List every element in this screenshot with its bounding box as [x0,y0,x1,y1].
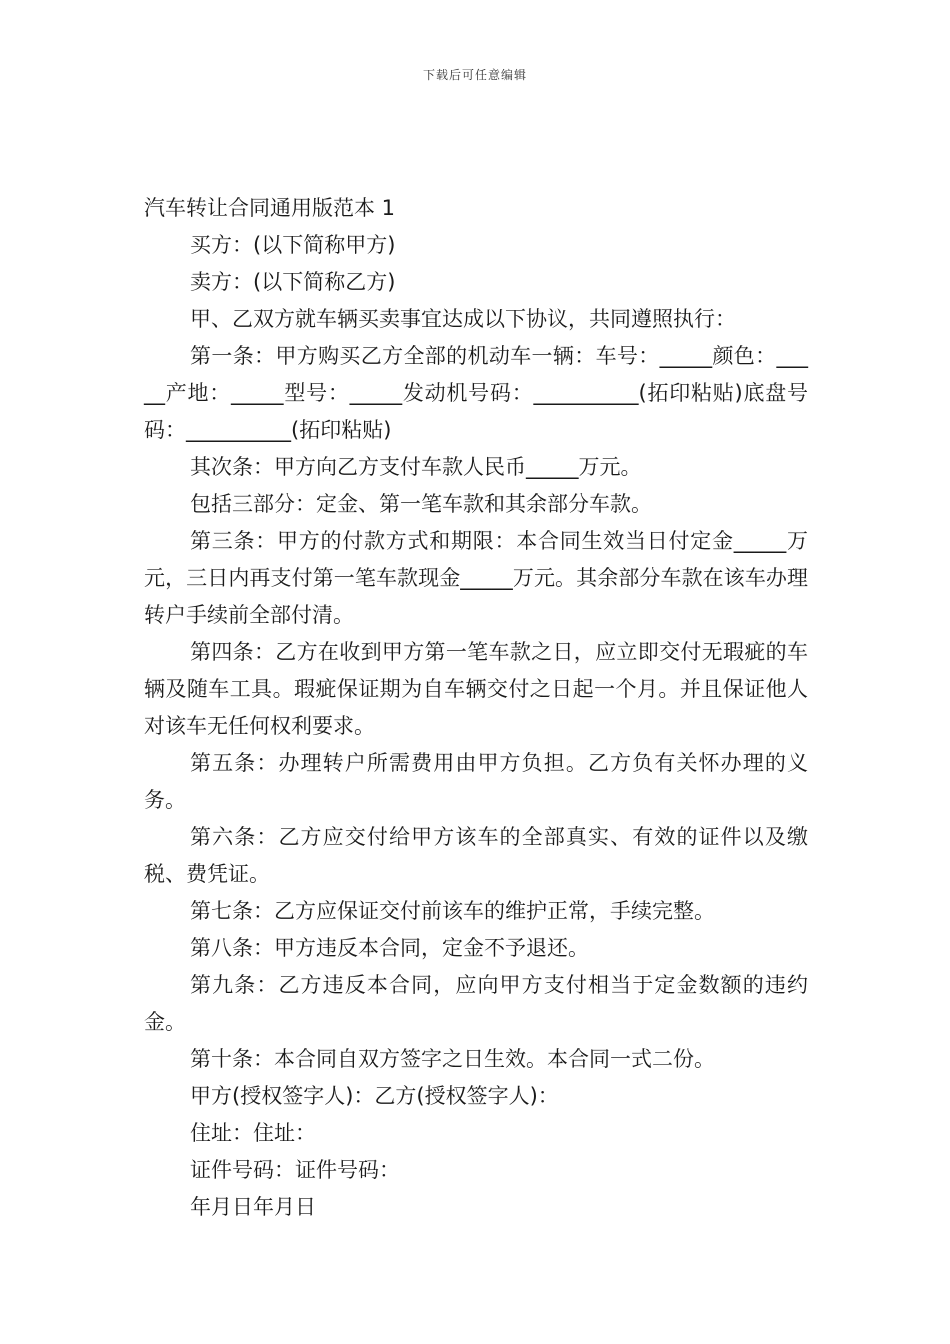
signature-address: 住址：住址： [190,1121,316,1145]
paragraph-article-4: 第四条：乙方在收到甲方第一笔车款之日，应立即交付无瑕疵的车辆及随车工具。瑕疵保证期为自车辆交付之日起一个月。并且保证他人对该车无任何权利要求。 [144,640,808,738]
paragraph-buyer: 买方：(以下简称甲方) [190,233,396,257]
signature-date: 年月日年月日 [190,1195,316,1219]
signature-id-number: 证件号码：证件号码： [190,1158,400,1182]
paragraph-article-5: 第五条：办理转户所需费用由甲方负担。乙方负有关怀办理的义务。 [144,751,808,812]
paragraph-article-2: 其次条：甲方向乙方支付车款人民币_____万元。 [190,455,642,479]
paragraph-payment-parts: 包括三部分：定金、第一笔车款和其余部分车款。 [190,492,652,516]
document-title: 汽车转让合同通用版范本 1 [144,196,396,220]
paragraph-article-7: 第七条：乙方应保证交付前该车的维护正常，手续完整。 [190,899,715,923]
page-header-note: 下载后可任意编辑 [422,68,527,82]
paragraph-article-9: 第九条：乙方违反本合同，应向甲方支付相当于定金数额的违约金。 [144,973,808,1034]
signature-parties: 甲方(授权签字人)：乙方(授权签字人)： [190,1084,559,1108]
paragraph-agreement-intro: 甲、乙双方就车辆买卖事宜达成以下协议，共同遵照执行： [190,307,736,331]
paragraph-article-6: 第六条：乙方应交付给甲方该车的全部真实、有效的证件以及缴税、费凭证。 [144,825,808,886]
paragraph-article-1: 第一条：甲方购买乙方全部的机动车一辆：车号：_____颜色：_____产地：_____型号：_____发动机号码：__________(拓印粘贴)底盘号码：__________(拓印粘贴) [144,344,808,442]
paragraph-seller: 卖方：(以下简称乙方) [190,270,396,294]
paragraph-article-10: 第十条：本合同自双方签字之日生效。本合同一式二份。 [190,1047,715,1071]
document-body [144,190,808,1226]
paragraph-article-3: 第三条：甲方的付款方式和期限：本合同生效当日付定金_____万元，三日内再支付第一笔车款现金_____万元。其余部分车款在该车办理转户手续前全部付清。 [144,529,808,627]
paragraph-article-8: 第八条：甲方违反本合同，定金不予退还。 [190,936,589,960]
